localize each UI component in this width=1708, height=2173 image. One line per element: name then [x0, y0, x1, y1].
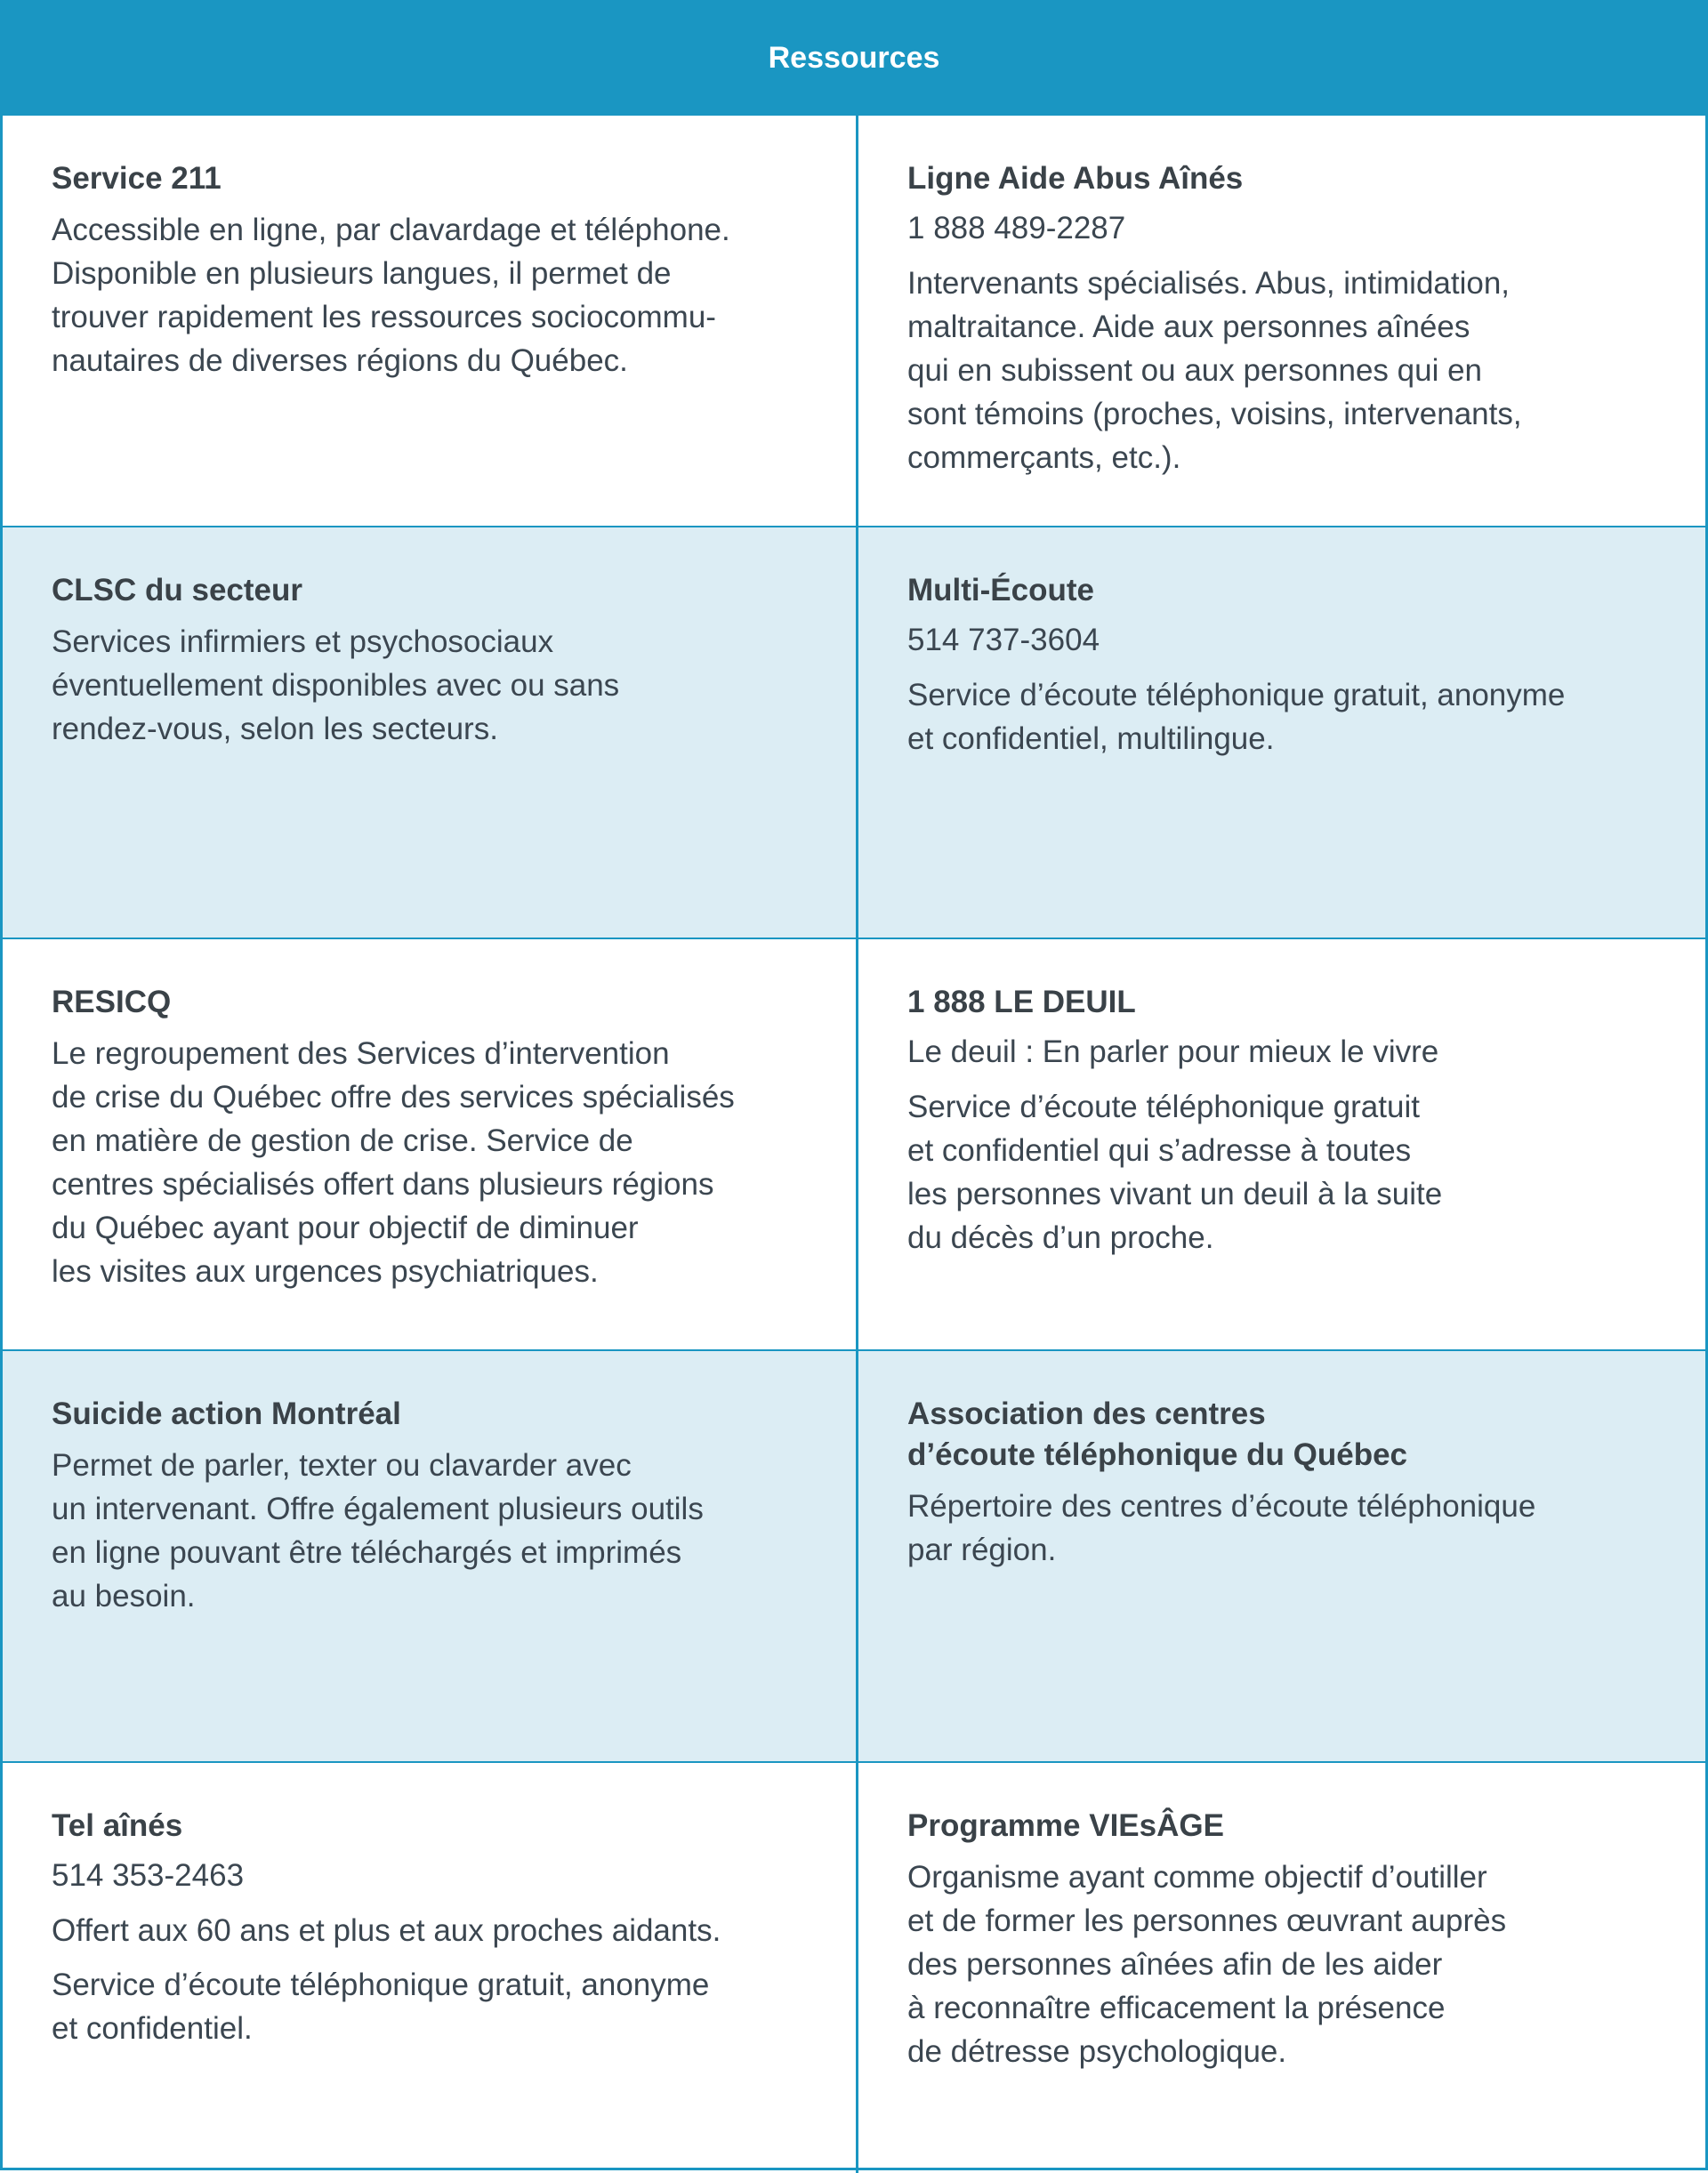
resource-description: Accessible en ligne, par clavardage et téléphone. Disponible en plusieurs langues, il permet de trouver rapidement les ressources sociocommu- nautaires de diverses régions du Québec. [52, 213, 730, 378]
resource-cell [856, 1761, 1705, 2173]
resource-cell [3, 938, 856, 1349]
resource-description: Service d’écoute téléphonique gratuit, anonyme et confidentiel, multilingue. [907, 678, 1566, 756]
resource-description: Service d’écoute téléphonique gratuit et confidentiel qui s’adresse à toutes les personnes vivant un deuil à la suite du décès d’un proche. [907, 1090, 1443, 1255]
resource-cell [3, 526, 856, 938]
resource-cell [856, 938, 1705, 1349]
resource-description: Répertoire des centres d’écoute téléphonique par région. [907, 1489, 1536, 1567]
resource-title: Programme VIEsÂGE [907, 1808, 1224, 1843]
resource-title: CLSC du secteur [52, 573, 302, 608]
resource-cell [856, 114, 1705, 526]
resource-phone: 1 888 489-2287 [907, 211, 1126, 245]
resource-description: Organisme ayant comme objectif d’outiller et de former les personnes œuvrant auprès des personnes aînées afin de les aider à reconnaître efficacement la présence de détresse psychologique. [907, 1860, 1507, 2069]
resource-title: Multi-Écoute [907, 573, 1094, 608]
resource-description: Intervenants spécialisés. Abus, intimidation, maltraitance. Aide aux personnes aînées qui en subissent ou aux personnes qui en sont témoins (proches, voisins, intervenants, commerçants, etc.). [907, 266, 1522, 475]
resource-title: Service 211 [52, 161, 222, 196]
resource-title: Ligne Aide Abus Aînés [907, 161, 1244, 196]
resources-grid [3, 114, 1705, 2173]
resource-description: Permet de parler, texter ou clavarder avec un intervenant. Offre également plusieurs outils en ligne pouvant être téléchargés et imprimés au besoin. [52, 1448, 704, 1614]
resource-cell [3, 1761, 856, 2173]
resource-description: Service d’écoute téléphonique gratuit, anonyme et confidentiel. [52, 1968, 710, 2046]
resource-title: 1 888 LE DEUIL [907, 985, 1136, 1019]
resource-title: RESICQ [52, 985, 172, 1019]
resource-cell [856, 526, 1705, 938]
resource-phone: 514 737-3604 [907, 623, 1100, 657]
resource-cell [3, 114, 856, 526]
table-title: Ressources [768, 41, 940, 75]
resource-phone: 514 353-2463 [52, 1858, 245, 1893]
resource-description: Offert aux 60 ans et plus et aux proches aidants. [52, 1913, 721, 1948]
resource-title: Association des centres d’écoute téléphonique du Québec [907, 1396, 1407, 1472]
resource-title: Suicide action Montréal [52, 1396, 401, 1431]
resource-description: Le regroupement des Services d’intervention de crise du Québec offre des services spécialisés en matière de gestion de crise. Service de centres spécialisés offert dans plusieurs régions du Québec ayant pour objectif de diminuer les visites aux urgences psychiatriques. [52, 1036, 735, 1289]
resource-description: Services infirmiers et psychosociaux éventuellement disponibles avec ou sans rendez-vous, selon les secteurs. [52, 624, 620, 746]
resource-title: Tel aînés [52, 1808, 183, 1843]
resource-phone: Le deuil : En parler pour mieux le vivre [907, 1034, 1439, 1069]
resource-cell [3, 1349, 856, 1761]
resource-cell [856, 1349, 1705, 1761]
table-header [3, 3, 1705, 114]
